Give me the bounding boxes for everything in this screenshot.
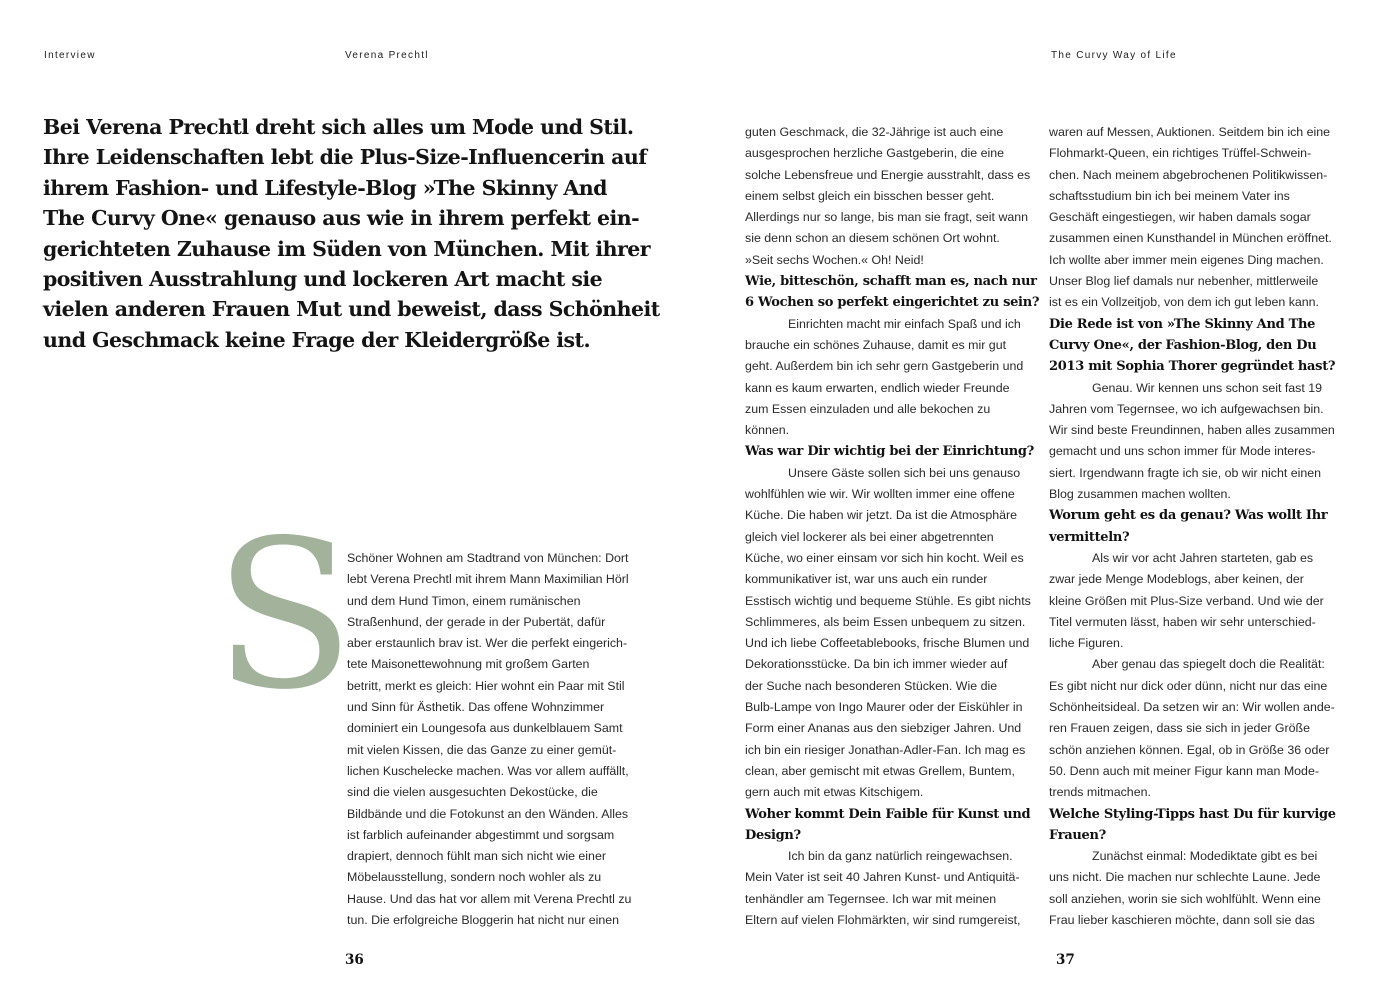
body-text-line: Jahren vom Tegernsee, wo ich aufgewachsen bin.	[1049, 401, 1324, 416]
interview-question-line: Die Rede ist von »The Skinny And The	[1049, 316, 1316, 332]
body-text-line: Hause. Und das hat vor allem mit Verena Prechtl zu	[347, 891, 632, 906]
body-text-line: wohlfühlen wie wir. Wir wollten immer eine offene	[745, 487, 1015, 502]
body-text-line: tenhändler am Tegernsee. Ich war mit meinen	[745, 891, 997, 906]
body-text-line: Form einer Ananas aus den siebziger Jahren. Und	[745, 721, 1022, 736]
body-text-line: Bildbände und die Fotokunst an den Wänden. Alles	[347, 806, 629, 821]
body-text-line: Küche, wo einer einsam vor sich hin kocht. Weil es	[745, 550, 1024, 565]
body-text-line: Und ich liebe Coffeetablebooks, frische Blumen und	[745, 636, 1030, 651]
body-text-line: Möbelausstellung, sondern noch wohler als zu	[347, 870, 602, 885]
body-text-line: soll anziehen, worin sie sich wohlfühlt. Wenn eine	[1049, 891, 1321, 906]
answer-first-line: Ich bin da ganz natürlich reingewachsen.	[788, 849, 1013, 864]
body-text-line: 50. Denn auch mit meiner Figur kann man Mode-	[1049, 763, 1319, 778]
answer-first-line: Genau. Wir kennen uns schon seit fast 19	[1092, 380, 1323, 395]
body-text-line: gemacht und uns schon immer für Mode interes-	[1049, 444, 1316, 459]
interview-question-line: Was war Dir wichtig bei der Einrichtung?	[745, 444, 1034, 460]
lead-line: vielen anderen Frauen Mut und beweist, dass Schönheit	[43, 297, 660, 322]
body-text-line: Blog zusammen machen wollten.	[1049, 487, 1231, 502]
body-text-line: Allerdings nur so lange, bis man sie fragt, seit wann	[745, 210, 1029, 225]
body-text-line: und Sinn für Ästhetik. Das offene Wohnzimmer	[347, 700, 605, 715]
body-text-line: Schönheitsideal. Da setzen wir an: Wir wollen ande-	[1049, 700, 1335, 715]
interview-question-line: Wie, bitteschön, schafft man es, nach nur	[745, 274, 1037, 290]
body-text-line: »Seit sechs Wochen.« Oh! Neid!	[745, 252, 924, 267]
running-head-title: The Curvy Way of Life	[1051, 50, 1177, 61]
body-text-line: gleich viel lockerer als bei einer abgetrennten	[745, 529, 994, 544]
body-text-line: tun. Die erfolgreiche Bloggerin hat nicht nur einen	[347, 913, 620, 928]
page-number-left: 36	[345, 952, 364, 968]
body-text-line: einem selbst gleich ein bisschen besser geht.	[745, 188, 995, 203]
lead-line: The Curvy One« genauso aus wie in ihrem perfekt ein-	[43, 206, 640, 231]
lead-line: Bei Verena Prechtl dreht sich alles um Mode und Stil.	[43, 115, 634, 139]
body-text-line: uns nicht. Die machen nur schlechte Laune. Jede	[1049, 870, 1321, 885]
body-text-line: kann es kaum erwarten, endlich wieder Freunde	[745, 380, 1010, 395]
body-text-line: drapiert, dennoch fühlt man sich nicht wie einer	[347, 849, 606, 864]
body-text-line: ausgesprochen herzliche Gastgeberin, die eine	[745, 146, 1004, 161]
body-text-line: der Suche nach besonderen Stücken. Wie die	[745, 678, 998, 693]
body-text-line: ich bin ein riesiger Jonathan-Adler-Fan. Ich mag es	[745, 742, 1026, 757]
interview-question-line: Woher kommt Dein Faible für Kunst und	[745, 806, 1031, 822]
body-text-line: Bulb-Lampe von Ingo Maurer oder der Eiskühler in	[745, 700, 1023, 715]
body-text-line: Frau lieber kaschieren möchte, dann soll sie das	[1049, 912, 1315, 927]
body-text-line: Dekorationsstücke. Da bin ich immer wieder auf	[745, 657, 1008, 672]
body-text-line: kommunikativer ist, war uns auch ein runder	[745, 572, 988, 587]
text-column-1	[347, 548, 631, 931]
body-text-line: ist farblich aufeinander abgestimmt und sorgsam	[347, 827, 615, 842]
body-text-line: betritt, merkt es gleich: Hier wohnt ein Paar mit Stil	[347, 678, 625, 693]
lead-line: Ihre Leidenschaften lebt die Plus-Size-Influencerin auf	[43, 145, 647, 170]
body-text-line: mit vielen Kissen, die das Ganze zu einer gemüt-	[347, 742, 617, 757]
body-text-line: Eltern auf vielen Flohmärkten, wir sind rumgereist,	[745, 912, 1021, 927]
answer-first-line: Zunächst einmal: Modediktate gibt es bei	[1092, 849, 1318, 864]
body-text-line: siert. Irgendwann fragte ich sie, ob wir nicht einen	[1049, 465, 1322, 480]
interview-question-line: Design?	[745, 827, 801, 843]
body-text-line: lebt Verena Prechtl mit ihrem Mann Maximilian Hörl	[347, 572, 629, 587]
body-text-line: Es gibt nicht nur dick oder dünn, nicht nur das eine	[1049, 678, 1328, 693]
body-text-line: trends mitmachen.	[1049, 785, 1151, 800]
body-text-line: zwar jede Menge Modeblogs, aber keinen, der	[1049, 572, 1304, 587]
body-text-line: ist es ein Vollzeitjob, von dem ich gut leben kann.	[1049, 295, 1320, 310]
body-text-line: guten Geschmack, die 32-Jährige ist auch eine	[745, 125, 1004, 139]
body-text-line: schön anziehen können. Egal, ob in Größe 36 oder	[1049, 742, 1330, 757]
interview-question-line: Worum geht es da genau? Was wollt Ihr	[1049, 508, 1328, 524]
body-text-line: aber erstaunlich brav ist. Wer die perfekt eingerich-	[347, 636, 628, 651]
answer-first-line: Als wir vor acht Jahren starteten, gab es	[1092, 550, 1314, 565]
body-text-line: dominiert ein Loungesofa aus dunkelblauem Samt	[347, 721, 623, 736]
interview-question-line: Curvy One«, der Fashion-Blog, den Du	[1049, 337, 1317, 353]
body-text-line: solche Lebensfreue und Energie ausstrahlt, dass es	[745, 167, 1031, 182]
interview-question-line: vermitteln?	[1049, 529, 1130, 545]
text-column-2	[745, 122, 1039, 931]
body-text-line: Straßenhund, der gerade in der Pubertät, dafür	[347, 614, 606, 629]
lead-line: gerichteten Zuhause im Süden von München. Mit ihrer	[43, 236, 650, 261]
body-text-line: Unser Blog lief damals nur nebenher, mittlerweile	[1049, 274, 1319, 289]
body-text-line: Esstisch wichtig und bequeme Stühle. Es gibt nichts	[745, 593, 1031, 608]
body-text-line: zum Essen einzuladen und alle bekochen zu	[745, 401, 991, 416]
body-text-line: clean, aber gemischt mit etwas Grellem, Buntem,	[745, 763, 1015, 778]
answer-first-line: Unsere Gäste sollen sich bei uns genauso	[788, 465, 1021, 480]
answer-first-line: Aber genau das spiegelt doch die Realität:	[1092, 657, 1325, 672]
body-text-line: und dem Hund Timon, einem rumänischen	[347, 593, 581, 608]
page-number-right: 37	[1056, 952, 1075, 968]
interview-question-line: Frauen?	[1049, 827, 1106, 843]
body-text-line: können.	[745, 423, 790, 438]
body-text-line: brauche ein schönes Zuhause, damit es mir gut	[745, 337, 1007, 352]
body-text-line: Ich wollte aber immer mein eigenes Ding machen.	[1049, 252, 1324, 267]
body-text-line: kleine Größen mit Plus-Size verband. Und wie der	[1049, 593, 1324, 608]
body-text-line: geht. Außerdem bin ich sehr gern Gastgeberin und	[745, 359, 1024, 374]
running-head-section: Interview	[44, 50, 96, 61]
body-text-line: Flohmarkt-Queen, ein richtiges Trüffel-Schwein-	[1049, 146, 1312, 161]
body-text-line: sind die vielen ausgesuchten Dekostücke, die	[347, 785, 598, 800]
body-text-line: Geschäft eingestiegen, wir haben damals sogar	[1049, 210, 1311, 225]
body-text-line: Titel vermuten lässt, haben wir sehr unterschied-	[1049, 614, 1316, 629]
interview-question-line: 6 Wochen so perfekt eingerichtet zu sein?	[745, 295, 1040, 311]
body-text-line: waren auf Messen, Auktionen. Seitdem bin ich eine	[1049, 125, 1331, 139]
body-text-line: Schöner Wohnen am Stadtrand von München: Dort	[347, 551, 629, 565]
lead-paragraph	[43, 112, 660, 355]
running-head-name: Verena Prechtl	[345, 50, 429, 61]
lead-line: und Geschmack keine Frage der Kleidergröße ist.	[43, 327, 591, 352]
body-text-line: zusammen einen Kunsthandel in München eröffnet.	[1049, 231, 1332, 246]
answer-first-line: Einrichten macht mir einfach Spaß und ich	[788, 316, 1021, 331]
body-text-line: liche Figuren.	[1049, 636, 1124, 651]
body-text-line: ren Frauen zeigen, dass sie sich in jeder Größe	[1049, 721, 1311, 736]
body-text-line: tete Maisonettewohnung mit großem Garten	[347, 657, 590, 672]
drop-cap-letter: S	[214, 497, 355, 735]
text-column-3	[1049, 122, 1336, 931]
body-text-line: sie denn schon an diesem schönen Ort wohnt.	[745, 231, 1000, 246]
body-text-line: schaftsstudium bin ich bei meinem Vater ins	[1049, 188, 1290, 203]
lead-line: positiven Ausstrahlung und lockeren Art macht sie	[43, 267, 603, 292]
body-text-line: chen. Nach meinem abgebrochenen Politikwissen-	[1049, 167, 1328, 182]
body-text-line: Küche. Die haben wir jetzt. Da ist die Atmosphäre	[745, 508, 1018, 523]
interview-question-line: 2013 mit Sophia Thorer gegründet hast?	[1049, 359, 1336, 375]
interview-question-line: Welche Styling-Tipps hast Du für kurvige	[1049, 806, 1336, 822]
body-text-line: lichen Kuschelecke machen. Was vor allem auffällt,	[347, 763, 629, 778]
body-text-line: Wir sind beste Freundinnen, haben alles zusammen	[1049, 423, 1335, 438]
body-text-line: Schlimmeres, als beim Essen unbequem zu sitzen.	[745, 614, 1026, 629]
body-text-line: Mein Vater ist seit 40 Jahren Kunst- und Antiquitä-	[745, 870, 1020, 885]
lead-line: ihrem Fashion- und Lifestyle-Blog »The Skinny And	[43, 175, 607, 200]
body-text-line: gern auch mit etwas Kitschigem.	[745, 785, 924, 800]
